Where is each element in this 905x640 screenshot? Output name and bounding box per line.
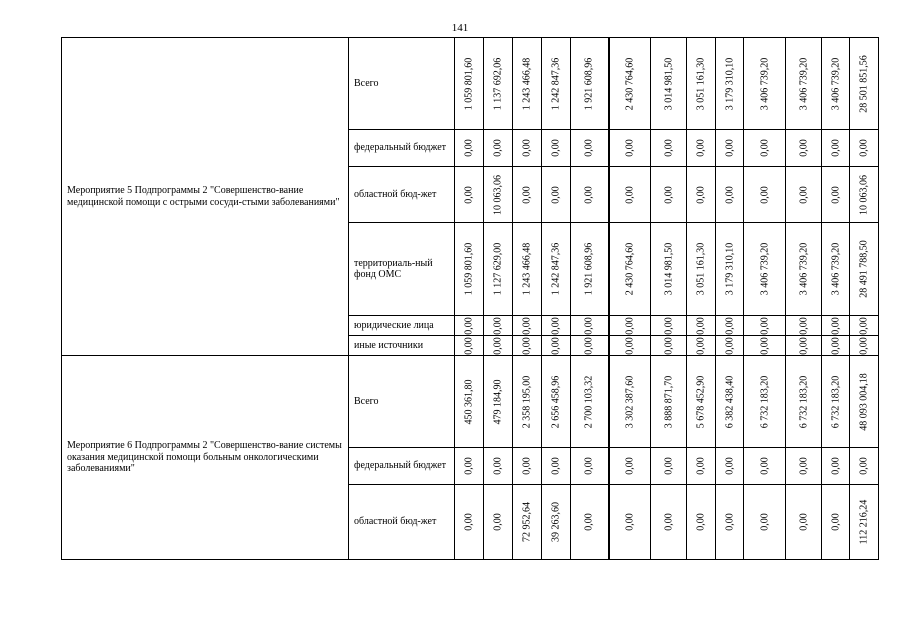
value-cell bbox=[822, 130, 850, 167]
value-cell bbox=[850, 38, 879, 130]
value-text: 0,00 bbox=[797, 513, 809, 531]
value-text: 3 051 161,30 bbox=[695, 57, 707, 110]
value-text: 2 700 103,32 bbox=[583, 375, 595, 428]
funding-source-cell: областной бюд-жет bbox=[349, 167, 455, 223]
value-cell bbox=[651, 336, 687, 356]
value-cell bbox=[455, 167, 484, 223]
value-text: 0,00 bbox=[463, 513, 475, 531]
value-text: 0,00 bbox=[583, 513, 595, 531]
value-cell bbox=[455, 356, 484, 448]
value-text: 0,00 bbox=[492, 457, 504, 475]
value-text: 0,00 bbox=[695, 316, 707, 335]
value-text: 0,00 bbox=[662, 139, 674, 157]
funding-source-cell: федеральный бюджет bbox=[349, 130, 455, 167]
value-cell bbox=[822, 448, 850, 485]
value-text: 6 732 183,20 bbox=[829, 375, 841, 428]
value-cell bbox=[716, 38, 744, 130]
value-text: 0,00 bbox=[550, 457, 562, 475]
value-cell bbox=[687, 336, 716, 356]
value-text: 0,00 bbox=[723, 513, 735, 531]
value-cell bbox=[542, 38, 571, 130]
value-cell bbox=[716, 316, 744, 336]
value-cell bbox=[513, 167, 542, 223]
value-cell bbox=[786, 316, 822, 336]
value-text: 39 263,60 bbox=[550, 502, 562, 542]
value-text: 0,00 bbox=[521, 316, 533, 335]
value-text: 0,00 bbox=[624, 139, 635, 157]
value-cell bbox=[786, 336, 822, 356]
value-text: 0,00 bbox=[723, 457, 735, 475]
value-text: 3 406 739,20 bbox=[758, 242, 770, 296]
value-text: 0,00 bbox=[624, 457, 635, 475]
value-cell bbox=[484, 167, 513, 223]
value-cell bbox=[484, 448, 513, 485]
value-text: 0,00 bbox=[492, 139, 504, 157]
event-name-cell: Мероприятие 5 Подпрограммы 2 "Совершенство-вание медицинской помощи с острыми сосуди-стыми заболеваниями" bbox=[62, 38, 349, 356]
value-cell bbox=[850, 167, 879, 223]
value-cell bbox=[744, 223, 786, 316]
value-text: 0,00 bbox=[723, 139, 735, 157]
value-cell bbox=[687, 485, 716, 560]
value-text: 3 179 310,10 bbox=[723, 242, 735, 296]
value-cell bbox=[744, 167, 786, 223]
value-cell bbox=[786, 485, 822, 560]
value-cell bbox=[786, 38, 822, 130]
event-name-cell: Мероприятие 6 Подпрограммы 2 "Совершенство-вание системы оказания медицинской помощи больным онкологическими заболеваниями" bbox=[62, 356, 349, 560]
value-text: 0,00 bbox=[550, 185, 562, 204]
value-cell bbox=[822, 485, 850, 560]
value-text: 0,00 bbox=[695, 513, 707, 531]
funding-source-cell: Всего bbox=[349, 38, 455, 130]
value-text: 1 242 847,36 bbox=[550, 242, 562, 296]
value-cell bbox=[822, 38, 850, 130]
value-cell bbox=[542, 336, 571, 356]
page-number: 141 bbox=[451, 22, 469, 34]
value-text: 0,00 bbox=[521, 457, 533, 475]
value-cell bbox=[687, 448, 716, 485]
value-text: 6 732 183,20 bbox=[758, 375, 770, 428]
value-cell bbox=[716, 130, 744, 167]
value-cell bbox=[484, 130, 513, 167]
value-text: 0,00 bbox=[797, 185, 809, 204]
value-text: 10 063,06 bbox=[492, 174, 504, 215]
value-text: 2 430 764,60 bbox=[624, 57, 635, 110]
value-text: 0,00 bbox=[583, 185, 595, 204]
value-text: 0,00 bbox=[797, 457, 809, 475]
value-text: 479 184,90 bbox=[492, 379, 504, 424]
value-text: 0,00 bbox=[463, 185, 475, 204]
value-cell bbox=[455, 448, 484, 485]
value-cell bbox=[609, 316, 651, 336]
value-cell bbox=[455, 485, 484, 560]
value-cell bbox=[542, 356, 571, 448]
value-text: 0,00 bbox=[662, 316, 674, 335]
value-cell bbox=[455, 336, 484, 356]
value-cell bbox=[822, 223, 850, 316]
value-cell bbox=[651, 223, 687, 316]
value-text: 0,00 bbox=[758, 457, 770, 475]
value-text: 0,00 bbox=[662, 336, 674, 355]
value-cell bbox=[651, 167, 687, 223]
value-text: 1 059 801,60 bbox=[463, 242, 475, 296]
value-text: 0,00 bbox=[583, 316, 595, 335]
value-text: 3 302 387,60 bbox=[624, 375, 635, 428]
value-cell bbox=[609, 485, 651, 560]
value-cell bbox=[687, 38, 716, 130]
value-cell bbox=[716, 356, 744, 448]
value-text: 0,00 bbox=[463, 336, 475, 355]
value-cell bbox=[786, 167, 822, 223]
value-cell bbox=[542, 448, 571, 485]
funding-source-cell: Всего bbox=[349, 356, 455, 448]
value-text: 0,00 bbox=[521, 139, 533, 157]
value-cell bbox=[609, 38, 651, 130]
value-cell bbox=[850, 356, 879, 448]
value-cell bbox=[786, 130, 822, 167]
value-cell bbox=[609, 223, 651, 316]
value-cell bbox=[513, 130, 542, 167]
value-cell bbox=[744, 485, 786, 560]
value-cell bbox=[687, 316, 716, 336]
value-text: 0,00 bbox=[463, 457, 475, 475]
value-text: 0,00 bbox=[624, 316, 635, 335]
value-cell bbox=[651, 356, 687, 448]
value-cell bbox=[651, 316, 687, 336]
table-row bbox=[62, 38, 879, 130]
value-text: 3 406 739,20 bbox=[758, 57, 770, 110]
value-cell bbox=[484, 356, 513, 448]
value-text: 0,00 bbox=[550, 139, 562, 157]
value-cell bbox=[455, 130, 484, 167]
value-cell bbox=[716, 336, 744, 356]
value-text: 0,00 bbox=[463, 316, 475, 335]
value-text: 0,00 bbox=[723, 185, 735, 204]
value-text: 1 242 847,36 bbox=[550, 57, 562, 110]
value-text: 0,00 bbox=[492, 316, 504, 335]
value-text: 0,00 bbox=[758, 316, 770, 335]
value-text: 0,00 bbox=[829, 139, 841, 157]
value-text: 0,00 bbox=[797, 139, 809, 157]
value-cell bbox=[850, 223, 879, 316]
value-cell bbox=[850, 336, 879, 356]
value-cell bbox=[513, 356, 542, 448]
value-cell bbox=[571, 167, 609, 223]
value-text: 0,00 bbox=[695, 139, 707, 157]
value-cell bbox=[571, 448, 609, 485]
value-text: 0,00 bbox=[662, 513, 674, 531]
value-cell bbox=[786, 448, 822, 485]
value-text: 6 732 183,20 bbox=[797, 375, 809, 428]
value-text: 0,00 bbox=[758, 513, 770, 531]
value-text: 1 127 629,00 bbox=[492, 242, 504, 296]
value-cell bbox=[571, 130, 609, 167]
funding-source-cell: юридические лица bbox=[349, 316, 455, 336]
value-text: 0,00 bbox=[624, 185, 635, 204]
value-cell bbox=[484, 38, 513, 130]
value-text: 0,00 bbox=[723, 336, 735, 355]
value-text: 0,00 bbox=[695, 457, 707, 475]
value-text: 3 014 981,50 bbox=[662, 242, 674, 296]
value-cell bbox=[744, 336, 786, 356]
value-cell bbox=[609, 356, 651, 448]
value-text: 0,00 bbox=[797, 336, 809, 355]
value-text: 0,00 bbox=[829, 513, 841, 531]
value-cell bbox=[687, 223, 716, 316]
value-cell bbox=[542, 130, 571, 167]
value-cell bbox=[609, 130, 651, 167]
value-cell bbox=[484, 336, 513, 356]
value-cell bbox=[822, 336, 850, 356]
value-text: 112 216,24 bbox=[858, 499, 870, 545]
value-cell bbox=[513, 485, 542, 560]
value-text: 0,00 bbox=[797, 316, 809, 335]
value-cell bbox=[744, 38, 786, 130]
funding-source-cell: иные источники bbox=[349, 336, 455, 356]
value-text: 0,00 bbox=[858, 139, 870, 157]
value-cell bbox=[687, 130, 716, 167]
value-text: 0,00 bbox=[858, 457, 870, 475]
value-cell bbox=[609, 336, 651, 356]
value-cell bbox=[513, 448, 542, 485]
value-cell bbox=[687, 167, 716, 223]
value-text: 48 093 004,18 bbox=[858, 372, 870, 431]
value-cell bbox=[744, 356, 786, 448]
value-cell bbox=[542, 223, 571, 316]
value-text: 0,00 bbox=[492, 336, 504, 355]
value-text: 0,00 bbox=[758, 185, 770, 204]
value-text: 2 358 195,00 bbox=[521, 375, 533, 428]
value-text: 72 952,64 bbox=[521, 502, 533, 542]
value-text: 10 063,06 bbox=[858, 174, 870, 215]
value-text: 6 382 438,40 bbox=[723, 375, 735, 428]
funding-source-cell: федеральный бюджет bbox=[349, 448, 455, 485]
value-cell bbox=[744, 130, 786, 167]
value-text: 0,00 bbox=[624, 336, 635, 355]
value-text: 28 501 851,56 bbox=[858, 54, 870, 113]
value-cell bbox=[687, 356, 716, 448]
value-text: 1 243 466,48 bbox=[521, 242, 533, 296]
value-text: 0,00 bbox=[758, 139, 770, 157]
value-text: 0,00 bbox=[492, 513, 504, 531]
value-text: 0,00 bbox=[662, 185, 674, 204]
value-text: 0,00 bbox=[463, 139, 475, 157]
value-cell bbox=[484, 223, 513, 316]
value-cell bbox=[513, 223, 542, 316]
value-cell bbox=[571, 336, 609, 356]
value-text: 0,00 bbox=[521, 185, 533, 204]
value-cell bbox=[651, 38, 687, 130]
value-text: 0,00 bbox=[858, 336, 870, 355]
budget-table bbox=[61, 37, 879, 560]
value-text: 3 406 739,20 bbox=[797, 57, 809, 110]
value-text: 0,00 bbox=[550, 316, 562, 335]
value-cell bbox=[542, 316, 571, 336]
table-row bbox=[62, 356, 879, 448]
value-text: 0,00 bbox=[624, 513, 635, 531]
value-text: 2 430 764,60 bbox=[624, 242, 635, 296]
value-cell bbox=[850, 130, 879, 167]
value-cell bbox=[651, 485, 687, 560]
value-text: 3 406 739,20 bbox=[797, 242, 809, 296]
value-text: 0,00 bbox=[758, 336, 770, 355]
value-cell bbox=[484, 485, 513, 560]
value-text: 3 406 739,20 bbox=[829, 57, 841, 110]
value-cell bbox=[513, 38, 542, 130]
value-cell bbox=[716, 448, 744, 485]
value-cell bbox=[455, 223, 484, 316]
value-text: 3 179 310,10 bbox=[723, 57, 735, 110]
value-cell bbox=[850, 316, 879, 336]
value-text: 1 059 801,60 bbox=[463, 57, 475, 110]
value-text: 450 361,80 bbox=[463, 379, 475, 424]
value-cell bbox=[571, 38, 609, 130]
value-cell bbox=[513, 316, 542, 336]
value-text: 0,00 bbox=[829, 316, 841, 335]
value-cell bbox=[716, 485, 744, 560]
funding-source-cell: областной бюд-жет bbox=[349, 485, 455, 560]
value-text: 0,00 bbox=[829, 336, 841, 355]
value-cell bbox=[571, 316, 609, 336]
funding-source-cell: территориаль-ный фонд ОМС bbox=[349, 223, 455, 316]
value-cell bbox=[571, 356, 609, 448]
value-text: 1 921 608,96 bbox=[583, 242, 595, 296]
value-cell bbox=[609, 167, 651, 223]
value-cell bbox=[786, 356, 822, 448]
value-text: 1 921 608,96 bbox=[583, 57, 595, 110]
value-text: 0,00 bbox=[550, 336, 562, 355]
value-text: 0,00 bbox=[583, 457, 595, 475]
value-text: 0,00 bbox=[829, 185, 841, 204]
value-cell bbox=[542, 485, 571, 560]
value-text: 3 406 739,20 bbox=[829, 242, 841, 296]
value-cell bbox=[609, 448, 651, 485]
value-cell bbox=[850, 448, 879, 485]
value-text: 0,00 bbox=[858, 316, 870, 335]
value-text: 3 888 871,70 bbox=[662, 375, 674, 428]
value-cell bbox=[651, 130, 687, 167]
value-text: 3 051 161,30 bbox=[695, 242, 707, 296]
value-text: 0,00 bbox=[829, 457, 841, 475]
value-text: 0,00 bbox=[583, 336, 595, 355]
value-cell bbox=[542, 167, 571, 223]
value-cell bbox=[455, 38, 484, 130]
value-cell bbox=[484, 316, 513, 336]
value-cell bbox=[850, 485, 879, 560]
value-text: 0,00 bbox=[723, 316, 735, 335]
value-cell bbox=[822, 356, 850, 448]
value-cell bbox=[744, 448, 786, 485]
value-text: 0,00 bbox=[695, 336, 707, 355]
value-text: 0,00 bbox=[583, 139, 595, 157]
value-cell bbox=[822, 316, 850, 336]
value-cell bbox=[716, 223, 744, 316]
value-cell bbox=[571, 223, 609, 316]
value-text: 28 491 788,50 bbox=[858, 240, 870, 298]
value-cell bbox=[455, 316, 484, 336]
value-text: 2 656 458,96 bbox=[550, 375, 562, 428]
value-text: 1 243 466,48 bbox=[521, 57, 533, 110]
value-cell bbox=[651, 448, 687, 485]
value-text: 0,00 bbox=[662, 457, 674, 475]
value-text: 0,00 bbox=[695, 185, 707, 204]
value-cell bbox=[513, 336, 542, 356]
value-cell bbox=[571, 485, 609, 560]
value-cell bbox=[716, 167, 744, 223]
value-cell bbox=[786, 223, 822, 316]
value-text: 0,00 bbox=[521, 336, 533, 355]
value-text: 3 014 981,50 bbox=[662, 57, 674, 110]
value-cell bbox=[822, 167, 850, 223]
value-text: 5 678 452,90 bbox=[695, 375, 707, 428]
value-cell bbox=[744, 316, 786, 336]
value-text: 1 137 692,06 bbox=[492, 57, 504, 110]
